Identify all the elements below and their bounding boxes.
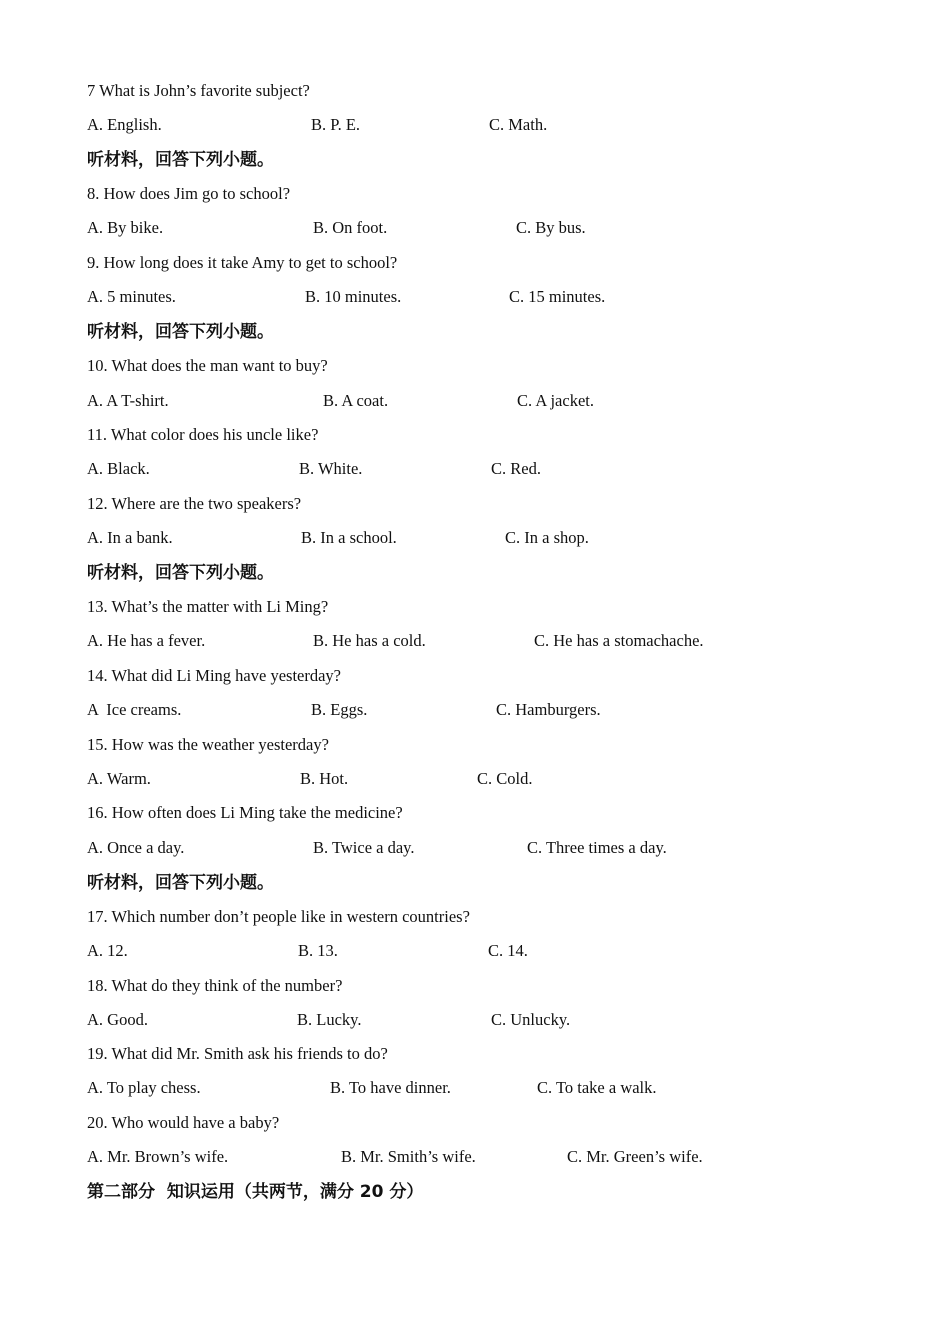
question-text: 17. Which number don’t people like in western countries?	[87, 907, 470, 926]
question-text: 15. How was the weather yesterday?	[87, 735, 329, 754]
options-20	[0, 1145, 950, 1169]
option-a: A. Good.	[87, 1010, 148, 1029]
option-a: A. English.	[87, 115, 162, 134]
option-a: A. He has a fever.	[87, 631, 206, 650]
heading-text: 听材料，回答下列小题。	[87, 873, 274, 893]
option-c: C. By bus.	[516, 218, 586, 237]
options-11	[0, 457, 950, 481]
option-b: B. Hot.	[300, 769, 349, 788]
option-a: A Ice creams.	[87, 700, 182, 719]
question-11	[0, 423, 950, 447]
part-two-heading-text: 第二部分 知识运用（共两节，满分 20 分）	[87, 1182, 424, 1202]
options-10	[0, 389, 950, 413]
option-a: A. Warm.	[87, 769, 151, 788]
option-a: A. Mr. Brown’s wife.	[87, 1147, 229, 1166]
options-12	[0, 526, 950, 550]
options-7	[0, 113, 950, 137]
option-c: C. Three times a day.	[527, 838, 667, 857]
question-text: 14. What did Li Ming have yesterday?	[87, 666, 342, 685]
option-c: C. He has a stomachache.	[534, 631, 704, 650]
option-c: C. 14.	[488, 941, 528, 960]
question-9	[0, 251, 950, 275]
option-c: C. 15 minutes.	[509, 287, 606, 306]
options-8	[0, 216, 950, 240]
heading-text: 听材料，回答下列小题。	[87, 150, 274, 170]
question-7	[0, 79, 950, 103]
option-b: B. P. E.	[311, 115, 361, 134]
option-a: A. To play chess.	[87, 1078, 201, 1097]
options-19	[0, 1076, 950, 1100]
options-18	[0, 1008, 950, 1032]
option-c: C. In a shop.	[505, 528, 589, 547]
question-10	[0, 354, 950, 378]
question-text: 16. How often does Li Ming take the medicine?	[87, 803, 403, 822]
option-c: C. Mr. Green’s wife.	[567, 1147, 703, 1166]
question-12	[0, 492, 950, 516]
options-14	[0, 698, 950, 722]
option-c: C. Cold.	[477, 769, 533, 788]
options-15	[0, 767, 950, 791]
question-20	[0, 1111, 950, 1135]
option-c: C. Unlucky.	[491, 1010, 571, 1029]
question-text: 12. Where are the two speakers?	[87, 494, 302, 513]
question-17	[0, 905, 950, 929]
question-18	[0, 974, 950, 998]
options-13	[0, 629, 950, 653]
question-text: 13. What’s the matter with Li Ming?	[87, 597, 329, 616]
question-text: 19. What did Mr. Smith ask his friends to do?	[87, 1044, 388, 1063]
question-text: 8. How does Jim go to school?	[87, 184, 291, 203]
option-a: A. 5 minutes.	[87, 287, 176, 306]
question-14	[0, 664, 950, 688]
part-two-heading	[0, 1180, 950, 1204]
option-c: C. Math.	[489, 115, 548, 134]
option-b: B. A coat.	[323, 391, 389, 410]
option-b: B. He has a cold.	[313, 631, 426, 650]
option-a: A. 12.	[87, 941, 128, 960]
section-heading	[0, 871, 950, 895]
question-text: 7 What is John’s favorite subject?	[87, 81, 310, 100]
question-text: 10. What does the man want to buy?	[87, 356, 328, 375]
section-heading	[0, 148, 950, 172]
option-a: A. By bike.	[87, 218, 164, 237]
question-8	[0, 182, 950, 206]
question-text: 11. What color does his uncle like?	[87, 425, 319, 444]
option-b: B. To have dinner.	[330, 1078, 451, 1097]
question-text: 18. What do they think of the number?	[87, 976, 343, 995]
option-c: C. Hamburgers.	[496, 700, 601, 719]
question-text: 20. Who would have a baby?	[87, 1113, 280, 1132]
heading-text: 听材料，回答下列小题。	[87, 563, 274, 583]
option-a: A. Black.	[87, 459, 150, 478]
section-heading	[0, 561, 950, 585]
question-19	[0, 1042, 950, 1066]
option-b: B. Mr. Smith’s wife.	[341, 1147, 476, 1166]
option-a: A. In a bank.	[87, 528, 173, 547]
question-15	[0, 733, 950, 757]
options-16	[0, 836, 950, 860]
question-16	[0, 801, 950, 825]
option-b: B. Eggs.	[311, 700, 368, 719]
option-b: B. In a school.	[301, 528, 397, 547]
option-a: A. Once a day.	[87, 838, 185, 857]
option-b: B. White.	[299, 459, 363, 478]
option-c: C. A jacket.	[517, 391, 594, 410]
question-text: 9. How long does it take Amy to get to school?	[87, 253, 398, 272]
option-b: B. 13.	[298, 941, 338, 960]
question-13	[0, 595, 950, 619]
options-17	[0, 939, 950, 963]
option-b: B. On foot.	[313, 218, 388, 237]
option-c: C. Red.	[491, 459, 541, 478]
option-a: A. A T-shirt.	[87, 391, 169, 410]
option-b: B. Lucky.	[297, 1010, 362, 1029]
option-b: B. 10 minutes.	[305, 287, 402, 306]
option-b: B. Twice a day.	[313, 838, 415, 857]
options-9	[0, 285, 950, 309]
heading-text: 听材料，回答下列小题。	[87, 322, 274, 342]
option-c: C. To take a walk.	[537, 1078, 657, 1097]
section-heading	[0, 320, 950, 344]
